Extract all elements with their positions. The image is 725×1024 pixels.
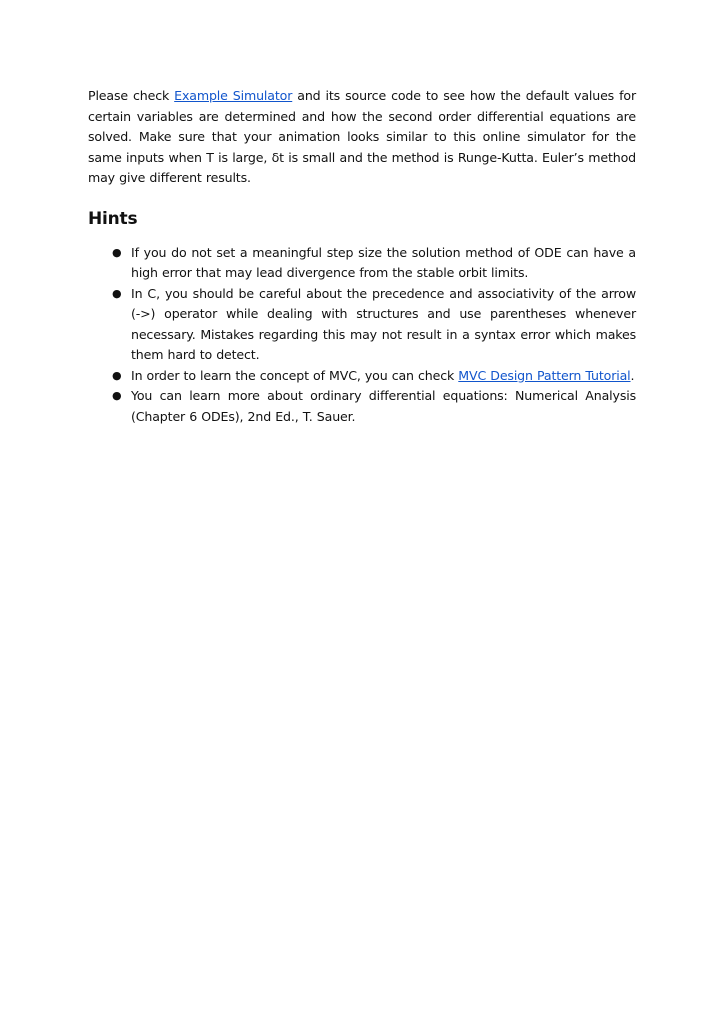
mvc-tutorial-link[interactable]: MVC Design Pattern Tutorial <box>458 367 631 383</box>
example-simulator-link[interactable]: Example Simulator <box>174 88 293 103</box>
intro-text-before-link: Please check <box>88 88 175 103</box>
hint-item-arrow-operator <box>88 284 636 366</box>
hint-text-before-link: In order to learn the concept of MVC, you can check <box>131 367 459 383</box>
hint-item-mvc <box>88 366 636 387</box>
hint-text-after-link: . <box>630 367 635 383</box>
intro-paragraph <box>88 86 636 189</box>
bullet-icon: ● <box>112 389 122 402</box>
hints-heading: Hints <box>88 208 138 229</box>
bullet-icon: ● <box>112 286 122 300</box>
bullet-icon: ● <box>112 368 122 382</box>
bullet-icon: ● <box>112 245 122 259</box>
document-page <box>88 86 636 427</box>
hint-text: You can learn more about ordinary differential equations: Numerical Analysis (Chapter 6 ODEs), 2nd Ed., T. Sauer. <box>131 388 636 424</box>
hint-item-ode-reference <box>88 386 636 427</box>
hint-text: In C, you should be careful about the precedence and associativity of the arrow (->) operator while dealing with structures and use parentheses whenever necessary. Mistakes regarding this may not result in a syntax error which makes them hard to detect. <box>131 285 636 362</box>
hint-text: If you do not set a meaningful step size the solution method of ODE can have a high error that may lead divergence from the stable orbit limits. <box>131 244 636 280</box>
intro-text-after-link: and its source code to see how the default values for certain variables are determined and how the second order differential equations are solved. Make sure that your animation looks similar to this online simulator for the same inputs when T is large, δt is small and the method is Runge-Kutta. Euler’s method may give different results. <box>88 88 636 185</box>
hint-item-step-size <box>88 243 636 284</box>
hints-list <box>88 243 636 428</box>
